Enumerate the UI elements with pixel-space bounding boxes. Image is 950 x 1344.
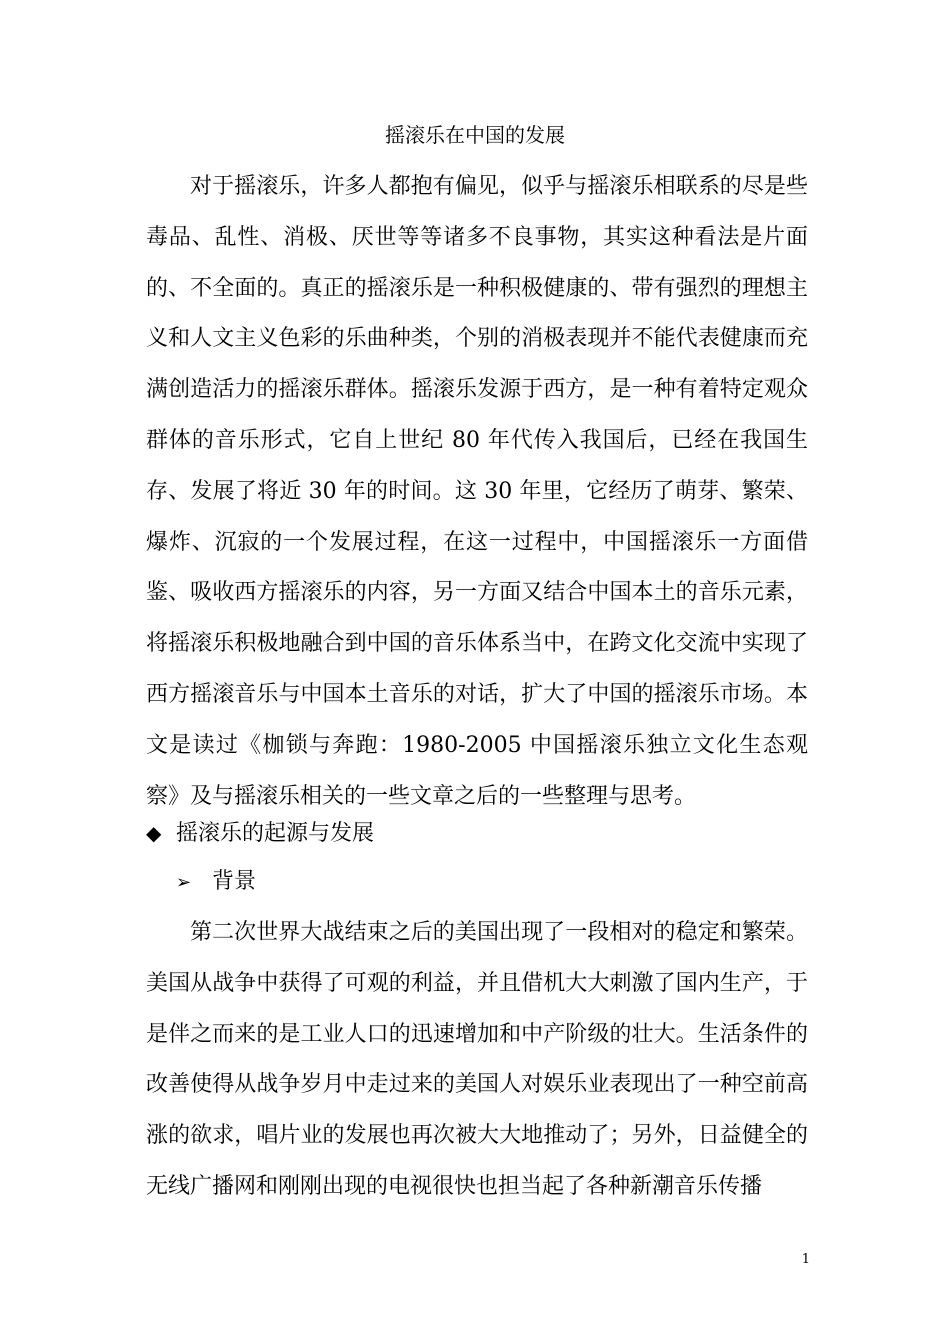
- arrow-bullet-icon: ➢: [176, 872, 192, 893]
- subsection-heading-text: 背景: [212, 869, 257, 894]
- intro-paragraph: 对于摇滚乐，许多人都抱有偏见，似乎与摇滚乐相联系的尽是些毒品、乱性、消极、厌世等等诸多不良事物，其实这种看法是片面的、不全面的。真正的摇滚乐是一种积极健康的、带有强烈的理想主义和人文主义色彩的乐曲种类，个别的消极表现并不能代表健康而充满创造活力的摇滚乐群体。摇滚乐发源于西方，是一种有着特定观众群体的音乐形式，它自上世纪 80 年代传入我国后，已经在我国生存、发展了将近 30 年的时间。这 30 年里，它经历了萌芽、繁荣、爆炸、沉寂的一个发展过程，在这一过程中，中国摇滚乐一方面借鉴、吸收西方摇滚乐的内容，另一方面又结合中国本土的音乐元素，将摇滚乐积极地融合到中国的音乐体系当中，在跨文化交流中实现了西方摇滚音乐与中国本土音乐的对话，扩大了中国的摇滚乐市场。本文是读过《枷锁与奔跑：1980-2005 中国摇滚乐独立文化生态观察》及与摇滚乐相关的一些文章之后的一些整理与思考。: [146, 174, 808, 809]
- document-title: 摇滚乐在中国的发展: [385, 123, 565, 147]
- diamond-bullet-icon: ◆: [146, 821, 162, 845]
- subsection-heading: [176, 857, 256, 908]
- section-heading: [146, 808, 374, 859]
- background-paragraph: 第二次世界大战结束之后的美国出现了一段相对的稳定和繁荣。美国从战争中获得了可观的利益，并且借机大大刺激了国内生产，于是伴之而来的是工业人口的迅速增加和中产阶级的壮大。生活条件的改善使得从战争岁月中走过来的美国人对娱乐业表现出了一种空前高涨的欲求，唱片业的发展也再次被大大地推动了；另外，日益健全的无线广播网和刚刚出现的电视很快也担当起了各种新潮音乐传播: [146, 920, 808, 1199]
- section-heading-text: 摇滚乐的起源与发展: [176, 821, 375, 846]
- page-number: 1: [801, 1252, 810, 1267]
